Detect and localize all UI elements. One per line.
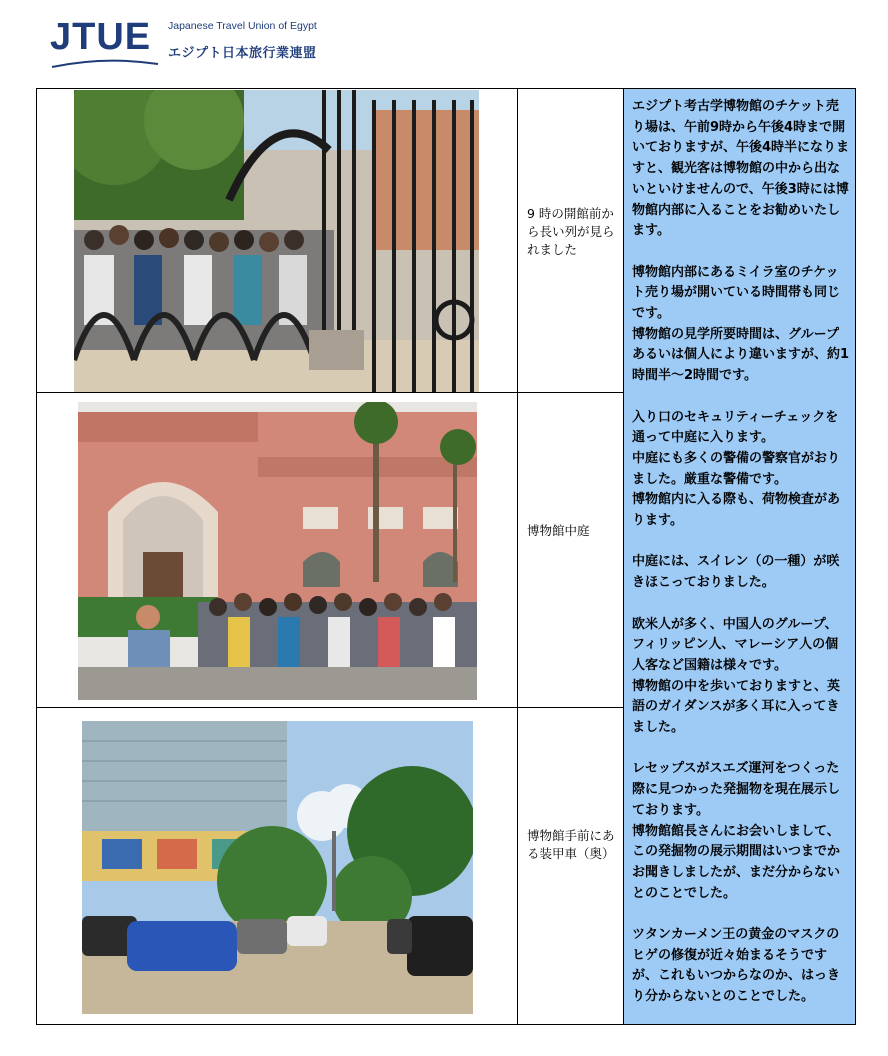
- paragraph: レセップスがスエズ運河をつくった際に見つかった発掘物を現在展示しております。: [632, 761, 841, 818]
- paragraph: エジプト考古学博物館のチケット売り場は、午前9時から午後4時まで開いておりますが、午後4時半になりますと、観光客は博物館の中から出ないといけませんので、午後3時には博物館内部に入ることをお勧めいたします。: [632, 99, 850, 239]
- paragraph: 入り口のセキュリティーチェックを通って中庭に入ります。: [632, 409, 839, 446]
- paragraph: ツタンカーメン王の黄金のマスクのヒゲの修復が近々始まるそうですが、これもいつからなのか、はっきり分からないとのことでした。: [632, 927, 841, 1005]
- paragraph: 博物館内に入る際も、荷物検査があります。: [632, 492, 841, 529]
- photo-museum-courtyard: [78, 402, 477, 700]
- paragraph: 博物館の中を歩いておりますと、英語のガイダンスが多く耳に入ってきました。: [632, 678, 841, 736]
- side-commentary: [624, 89, 855, 1024]
- caption-row-3: 博物館手前にある装甲車（奥）: [527, 828, 615, 861]
- photo-gate-crowd: [74, 90, 479, 392]
- header: [50, 14, 350, 70]
- paragraph: 中庭にも多くの警備の警察官がおりました。厳重な警備です。: [632, 450, 841, 487]
- paragraph: 博物館内部にあるミイラ室のチケット売り場が開いている時間帯も同じです。: [632, 264, 841, 322]
- paragraph: 博物館の見学所要時間は、グループあるいは個人により違いますが、約1時間半～2時間です。: [632, 326, 850, 384]
- logo-swoosh-icon: [50, 58, 160, 70]
- logo-mark: JTUE: [50, 16, 152, 58]
- caption-row-2: 博物館中庭: [527, 523, 590, 538]
- org-name-ja: エジプト日本旅行業連盟: [168, 46, 317, 61]
- row-divider: [37, 707, 623, 708]
- caption-row-1: 9 時の開館前から長い列が見られました: [527, 206, 615, 257]
- paragraph: 欧米人が多く、中国人のグループ、フィリッピン人、マレーシア人の個人客など国籍は様々です。: [632, 616, 839, 673]
- side-commentary-text: [632, 97, 850, 1008]
- row-divider: [37, 392, 623, 393]
- content-table: [36, 88, 856, 1025]
- org-name-en: Japanese Travel Union of Egypt: [168, 20, 317, 32]
- photo-street-cars: [82, 721, 473, 1014]
- paragraph: 博物館館長さんにお会いしまして、この発掘物の展示期間はいつまでかお聞きしましたが、まだ分からないとのことでした。: [632, 823, 841, 901]
- paragraph: 中庭には、スイレン（の一種）が咲きほこっておりました。: [632, 554, 840, 591]
- column-divider: [517, 89, 518, 1024]
